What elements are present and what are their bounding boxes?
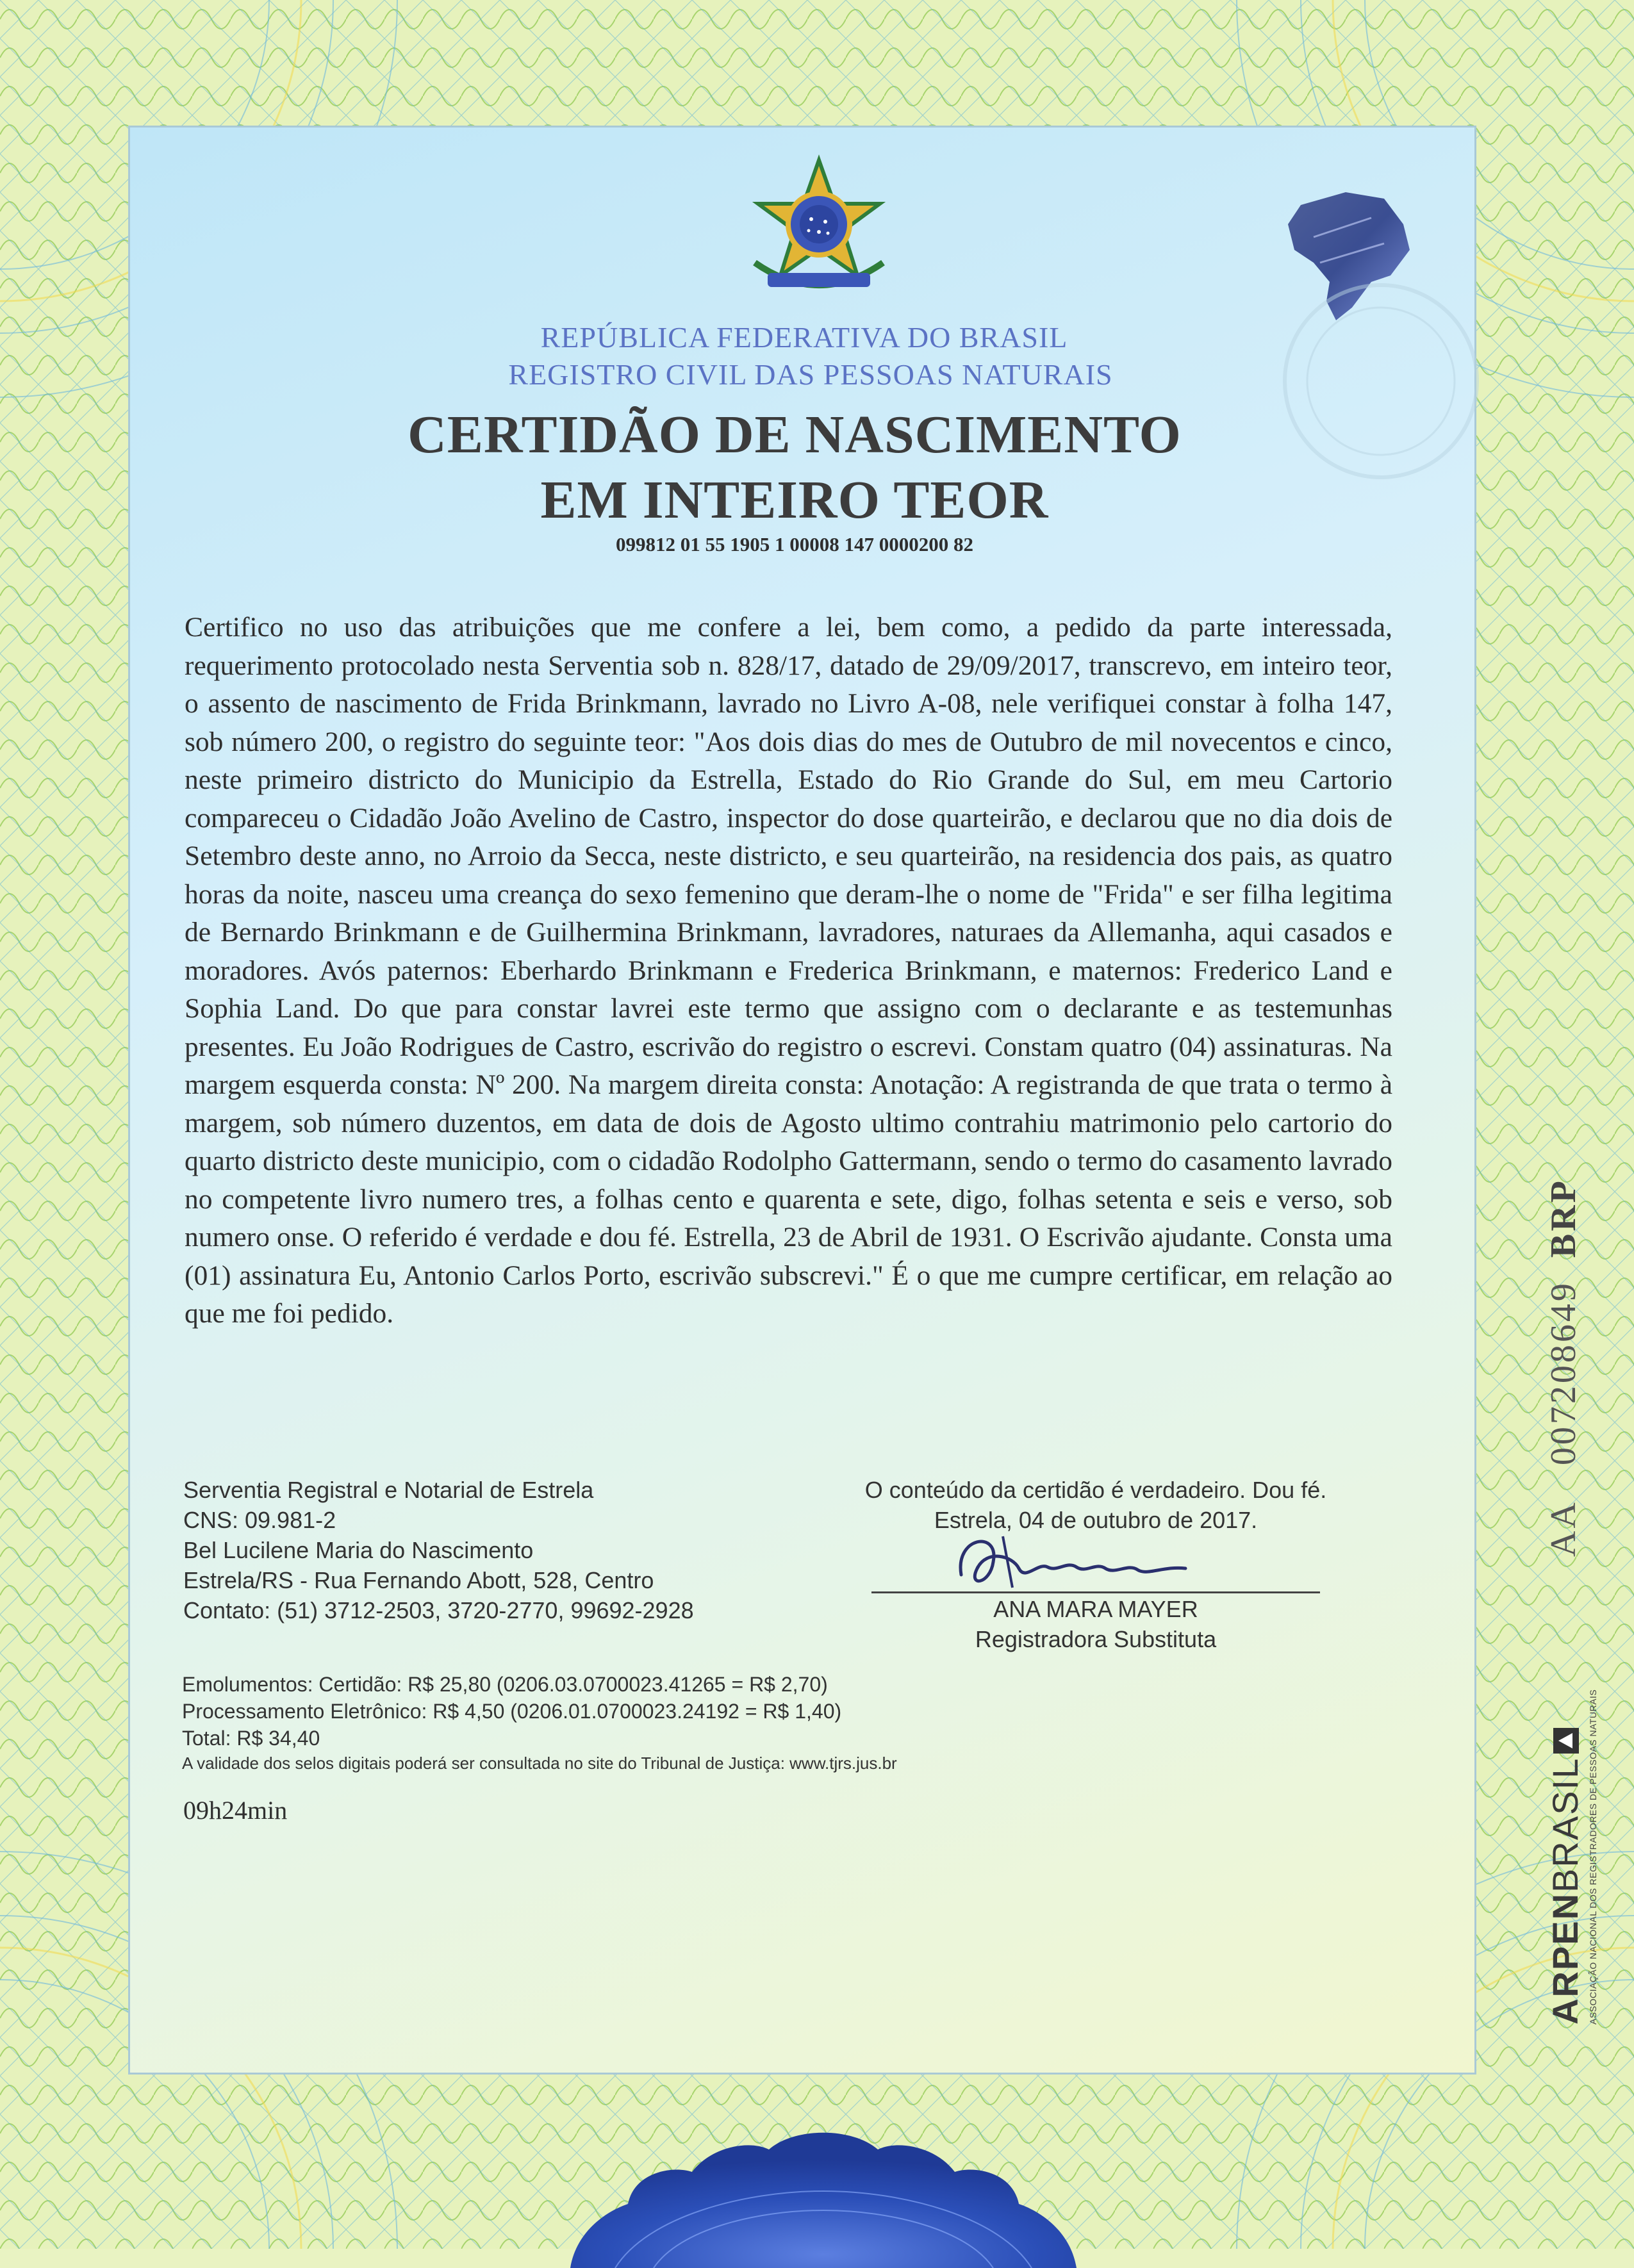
security-serial-number xyxy=(1543,1178,1584,1557)
signer-block xyxy=(871,1594,1320,1654)
registration-code: 099812 01 55 1905 1 00008 147 0000200 82 xyxy=(616,533,973,555)
fee-total: Total: R$ 34,40 xyxy=(182,1727,320,1750)
brand-tagline: ASSOCIAÇÃO NACIONAL DOS REGISTRADORES DE PESSOAS NATURAIS xyxy=(1588,1689,1598,2025)
office-name: Serventia Registral e Notarial de Estrela xyxy=(183,1477,594,1503)
republic-heading: REPÚBLICA FEDERATIVA DO BRASIL xyxy=(540,321,1068,354)
office-officer: Bel Lucilene Maria do Nascimento xyxy=(183,1537,534,1563)
certificate-title-line2: EM INTEIRO TEOR xyxy=(540,470,1049,530)
attestation-place-date: Estrela, 04 de outubro de 2017. xyxy=(934,1507,1258,1533)
signer-role: Registradora Substituta xyxy=(975,1626,1217,1652)
certificate-title-line1: CERTIDÃO DE NASCIMENTO xyxy=(408,405,1182,464)
fee-certidao: Emolumentos: Certidão: R$ 25,80 (0206.03.0700023.41265 = R$ 2,70) xyxy=(182,1673,828,1696)
signature-line xyxy=(871,1591,1320,1593)
office-address: Estrela/RS - Rua Fernando Abott, 528, Centro xyxy=(183,1567,654,1593)
bottom-security-seal-icon xyxy=(551,2076,1096,2268)
handwritten-signature xyxy=(942,1524,1211,1600)
serial-prefix: AA xyxy=(1544,1500,1583,1557)
issue-time: 09h24min xyxy=(183,1796,288,1825)
fees-block xyxy=(182,1671,1271,1775)
brand-regular: BRASIL xyxy=(1545,1757,1585,1893)
office-cns: CNS: 09.981-2 xyxy=(183,1507,336,1533)
registry-heading: REGISTRO CIVIL DAS PESSOAS NATURAIS xyxy=(508,358,1113,391)
brazil-coat-of-arms-icon xyxy=(742,154,896,308)
arpen-brasil-logo xyxy=(1544,1689,1598,2025)
arpen-triangle-icon xyxy=(1553,1728,1579,1754)
attestation-statement: O conteúdo da certidão é verdadeiro. Dou fé. xyxy=(864,1477,1327,1503)
office-contact: Contato: (51) 3712-2503, 3720-2770, 99692-2928 xyxy=(183,1597,694,1623)
office-info xyxy=(183,1475,824,1625)
serial-number: 007208649 xyxy=(1544,1281,1583,1466)
serial-suffix: BRP xyxy=(1544,1178,1583,1258)
signer-name: ANA MARA MAYER xyxy=(993,1596,1198,1622)
brand-bold: ARPEN xyxy=(1545,1892,1585,2025)
fee-processamento: Processamento Eletrônico: R$ 4,50 (0206.01.0700023.24192 = R$ 1,40) xyxy=(182,1700,842,1723)
fee-validity-note: A validade dos selos digitais poderá ser consultada no site do Tribunal de Justiça: www.tjrs.jus.br xyxy=(182,1754,897,1773)
certificate-body-text: Certifico no uso das atribuições que me confere a lei, bem como, a pedido da parte interessada, requerimento protocolado nesta Serventia sob n. 828/17, datado de 29/09/2017, transcrevo, em inteiro teor, o assento de nascimento de Frida Brinkmann, lavrado no Livro A-08, nele verifiquei constar à folha 147, sob número 200, o registro do seguinte teor: "Aos dois dias do mes de Outubro de mil novecentos e cinco, neste primeiro districto do Municipio da Estrella, Estado do Rio Grande do Sul, em meu Cartorio compareceu o Cidadão João Avelino de Castro, inspector do dose quarteirão, e declarou que no dia dois de Setembro deste anno, no Arroio da Secca, neste districto, e seu quarteirão, na residencia dos pais, as quatro horas da noite, nasceu uma creança do sexo femenino que deram-lhe o nome de "Frida" e ser filha legitima de Bernardo Brinkmann e de Guilhermina Brinkmann, lavradores, naturaes da Allemanha, aqui casados e moradores. Avós paternos: Eberhardo Brinkmann e Frederica Brinkmann, e maternos: Frederico Land e Sophia Land. Do que para constar lavrei este termo que assigno com o declarante e as testemunhas presentes. Eu João Rodrigues de Castro, escrivão do registro o escrevi. Constam quatro (04) assinaturas. Na margem esquerda consta: Nº 200. Na margem direita consta: Anotação: A registranda de que trata o termo à margem, sob número duzentos, em data de dois de Agosto ultimo contrahiu matrimonio pelo cartorio do quarto districto deste municipio, com o cidadão Rodolpho Gattermann, sendo o termo do casamento lavrado no competente livro numero tres, a folhas cento e quarenta e sete, digo, folhas setenta e seis e verso, sob numero onse. O referido é verdade e dou fé. Estrella, 23 de Abril de 1931. O Escrivão ajudante. Consta uma (01) assinatura Eu, Antonio Carlos Porto, escrivão subscrevi." É o que me cumpre certificar, em relação ao que me foi pedido. xyxy=(185,612,1392,1329)
